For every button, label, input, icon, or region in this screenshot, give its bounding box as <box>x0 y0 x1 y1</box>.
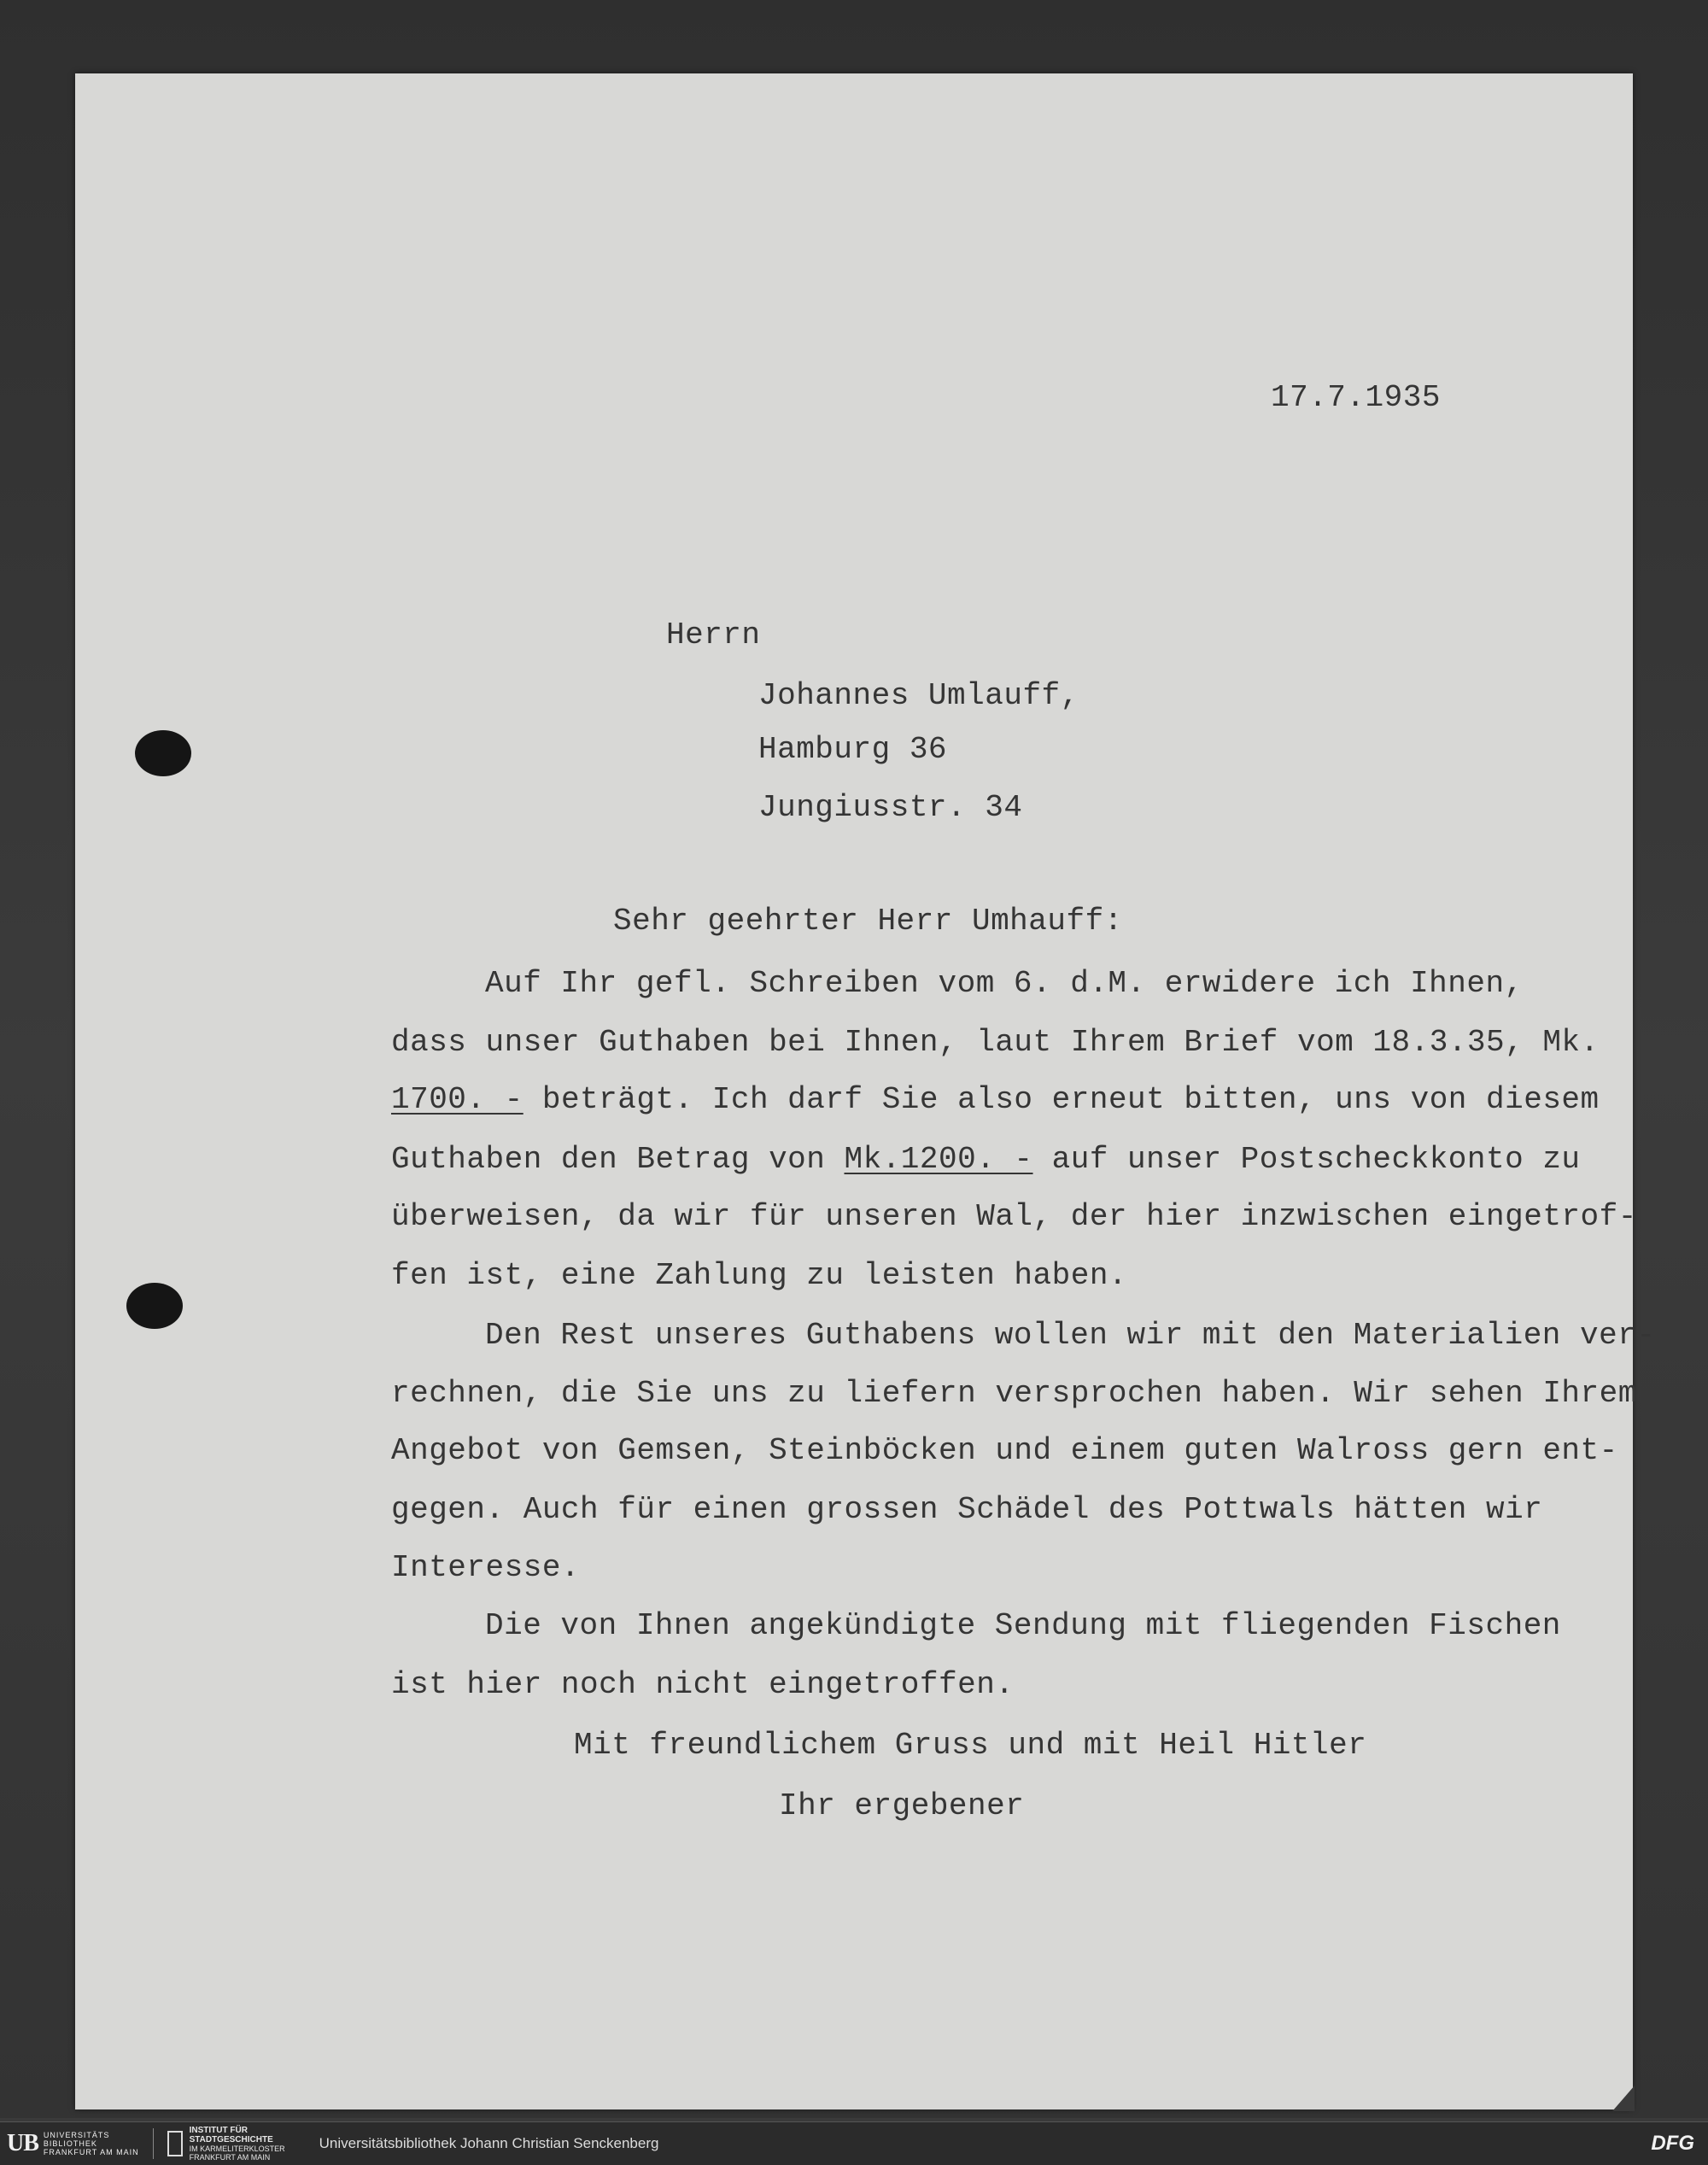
letter-greeting: Sehr geehrter Herr Umhauff: <box>613 904 1123 939</box>
institut-logo[interactable] <box>167 2126 285 2162</box>
body-line-12: Die von Ihnen angekündigte Sendung mit fliegenden Fischen <box>485 1608 1561 1643</box>
institut-logo-text <box>190 2126 285 2162</box>
institut-logo-text-1: INSTITUT FÜR <box>189 2126 248 2135</box>
institut-logo-text-3: IM KARMELITERKLOSTER <box>189 2145 285 2153</box>
body-line-9: Angebot von Gemsen, Steinböcken und einem guten Walross gern ent- <box>391 1433 1618 1468</box>
body-line-4-after: auf unser Postscheckkonto zu <box>1032 1142 1581 1177</box>
letter-date: 17.7.1935 <box>1271 380 1441 415</box>
footer-logos <box>0 2122 285 2165</box>
body-line-6: fen ist, eine Zahlung zu leisten haben. <box>391 1258 1128 1293</box>
body-line-11: Interesse. <box>391 1550 581 1585</box>
viewer-footer <box>0 2121 1708 2165</box>
body-line-1: Auf Ihr gefl. Schreiben vom 6. d.M. erwidere ich Ihnen, <box>485 966 1524 1001</box>
body-line-4 <box>391 1141 1612 1179</box>
institut-logo-text-2: STADTGESCHICHTE <box>189 2135 273 2145</box>
footer-divider <box>153 2128 154 2159</box>
ub-logo-mark: UB <box>7 2130 38 2156</box>
body-line-4-before: Guthaben den Betrag von <box>391 1142 845 1177</box>
underlined-amount-1700: 1700. - <box>391 1082 524 1117</box>
ub-logo-text <box>44 2131 139 2156</box>
ub-logo-text-3: FRANKFURT AM MAIN <box>43 2148 139 2156</box>
body-line-13: ist hier noch nicht eingetroffen. <box>391 1667 1015 1702</box>
institut-logo-icon <box>167 2131 183 2156</box>
body-line-8: rechnen, die Sie uns zu liefern versprochen haben. Wir sehen Ihrem <box>391 1376 1637 1411</box>
ub-logo-text-2: BIBLIOTHEK <box>43 2139 97 2148</box>
recipient-street: Jungiusstr. 34 <box>758 790 1023 825</box>
recipient-city: Hamburg 36 <box>758 732 948 767</box>
body-line-7: Den Rest unseres Guthabens wollen wir mit den Materialien ver- <box>485 1318 1656 1353</box>
dfg-logo[interactable]: DFG <box>1651 2132 1694 2155</box>
body-line-2: dass unser Guthaben bei Ihnen, laut Ihrem Brief vom 18.3.35, Mk. <box>391 1025 1600 1060</box>
body-line-3-rest: beträgt. Ich darf Sie also erneut bitten, uns von diesem <box>523 1082 1600 1117</box>
body-line-5: überweisen, da wir für unseren Wal, der hier inzwischen eingetrof- <box>391 1199 1637 1234</box>
letter-signature-line: Ihr ergebener <box>779 1788 1025 1823</box>
punch-hole-bottom <box>126 1283 183 1329</box>
recipient-name: Johannes Umlauff, <box>758 678 1079 713</box>
ub-logo[interactable] <box>7 2130 139 2157</box>
footer-library-title: Universitätsbibliothek Johann Christian Senckenberg <box>319 2135 659 2151</box>
body-line-10: gegen. Auch für einen grossen Schädel des Pottwals hätten wir <box>391 1492 1543 1527</box>
institut-logo-text-4: FRANKFURT AM MAIN <box>189 2153 271 2162</box>
letter-closing: Mit freundlichem Gruss und mit Heil Hitler <box>574 1728 1367 1763</box>
ub-logo-text-1: UNIVERSITÄTS <box>43 2131 110 2139</box>
underlined-amount-1200: Mk.1200. - <box>844 1142 1033 1177</box>
punch-hole-top <box>135 730 191 776</box>
recipient-salutation: Herrn <box>666 617 761 652</box>
body-line-3 <box>391 1081 1612 1119</box>
